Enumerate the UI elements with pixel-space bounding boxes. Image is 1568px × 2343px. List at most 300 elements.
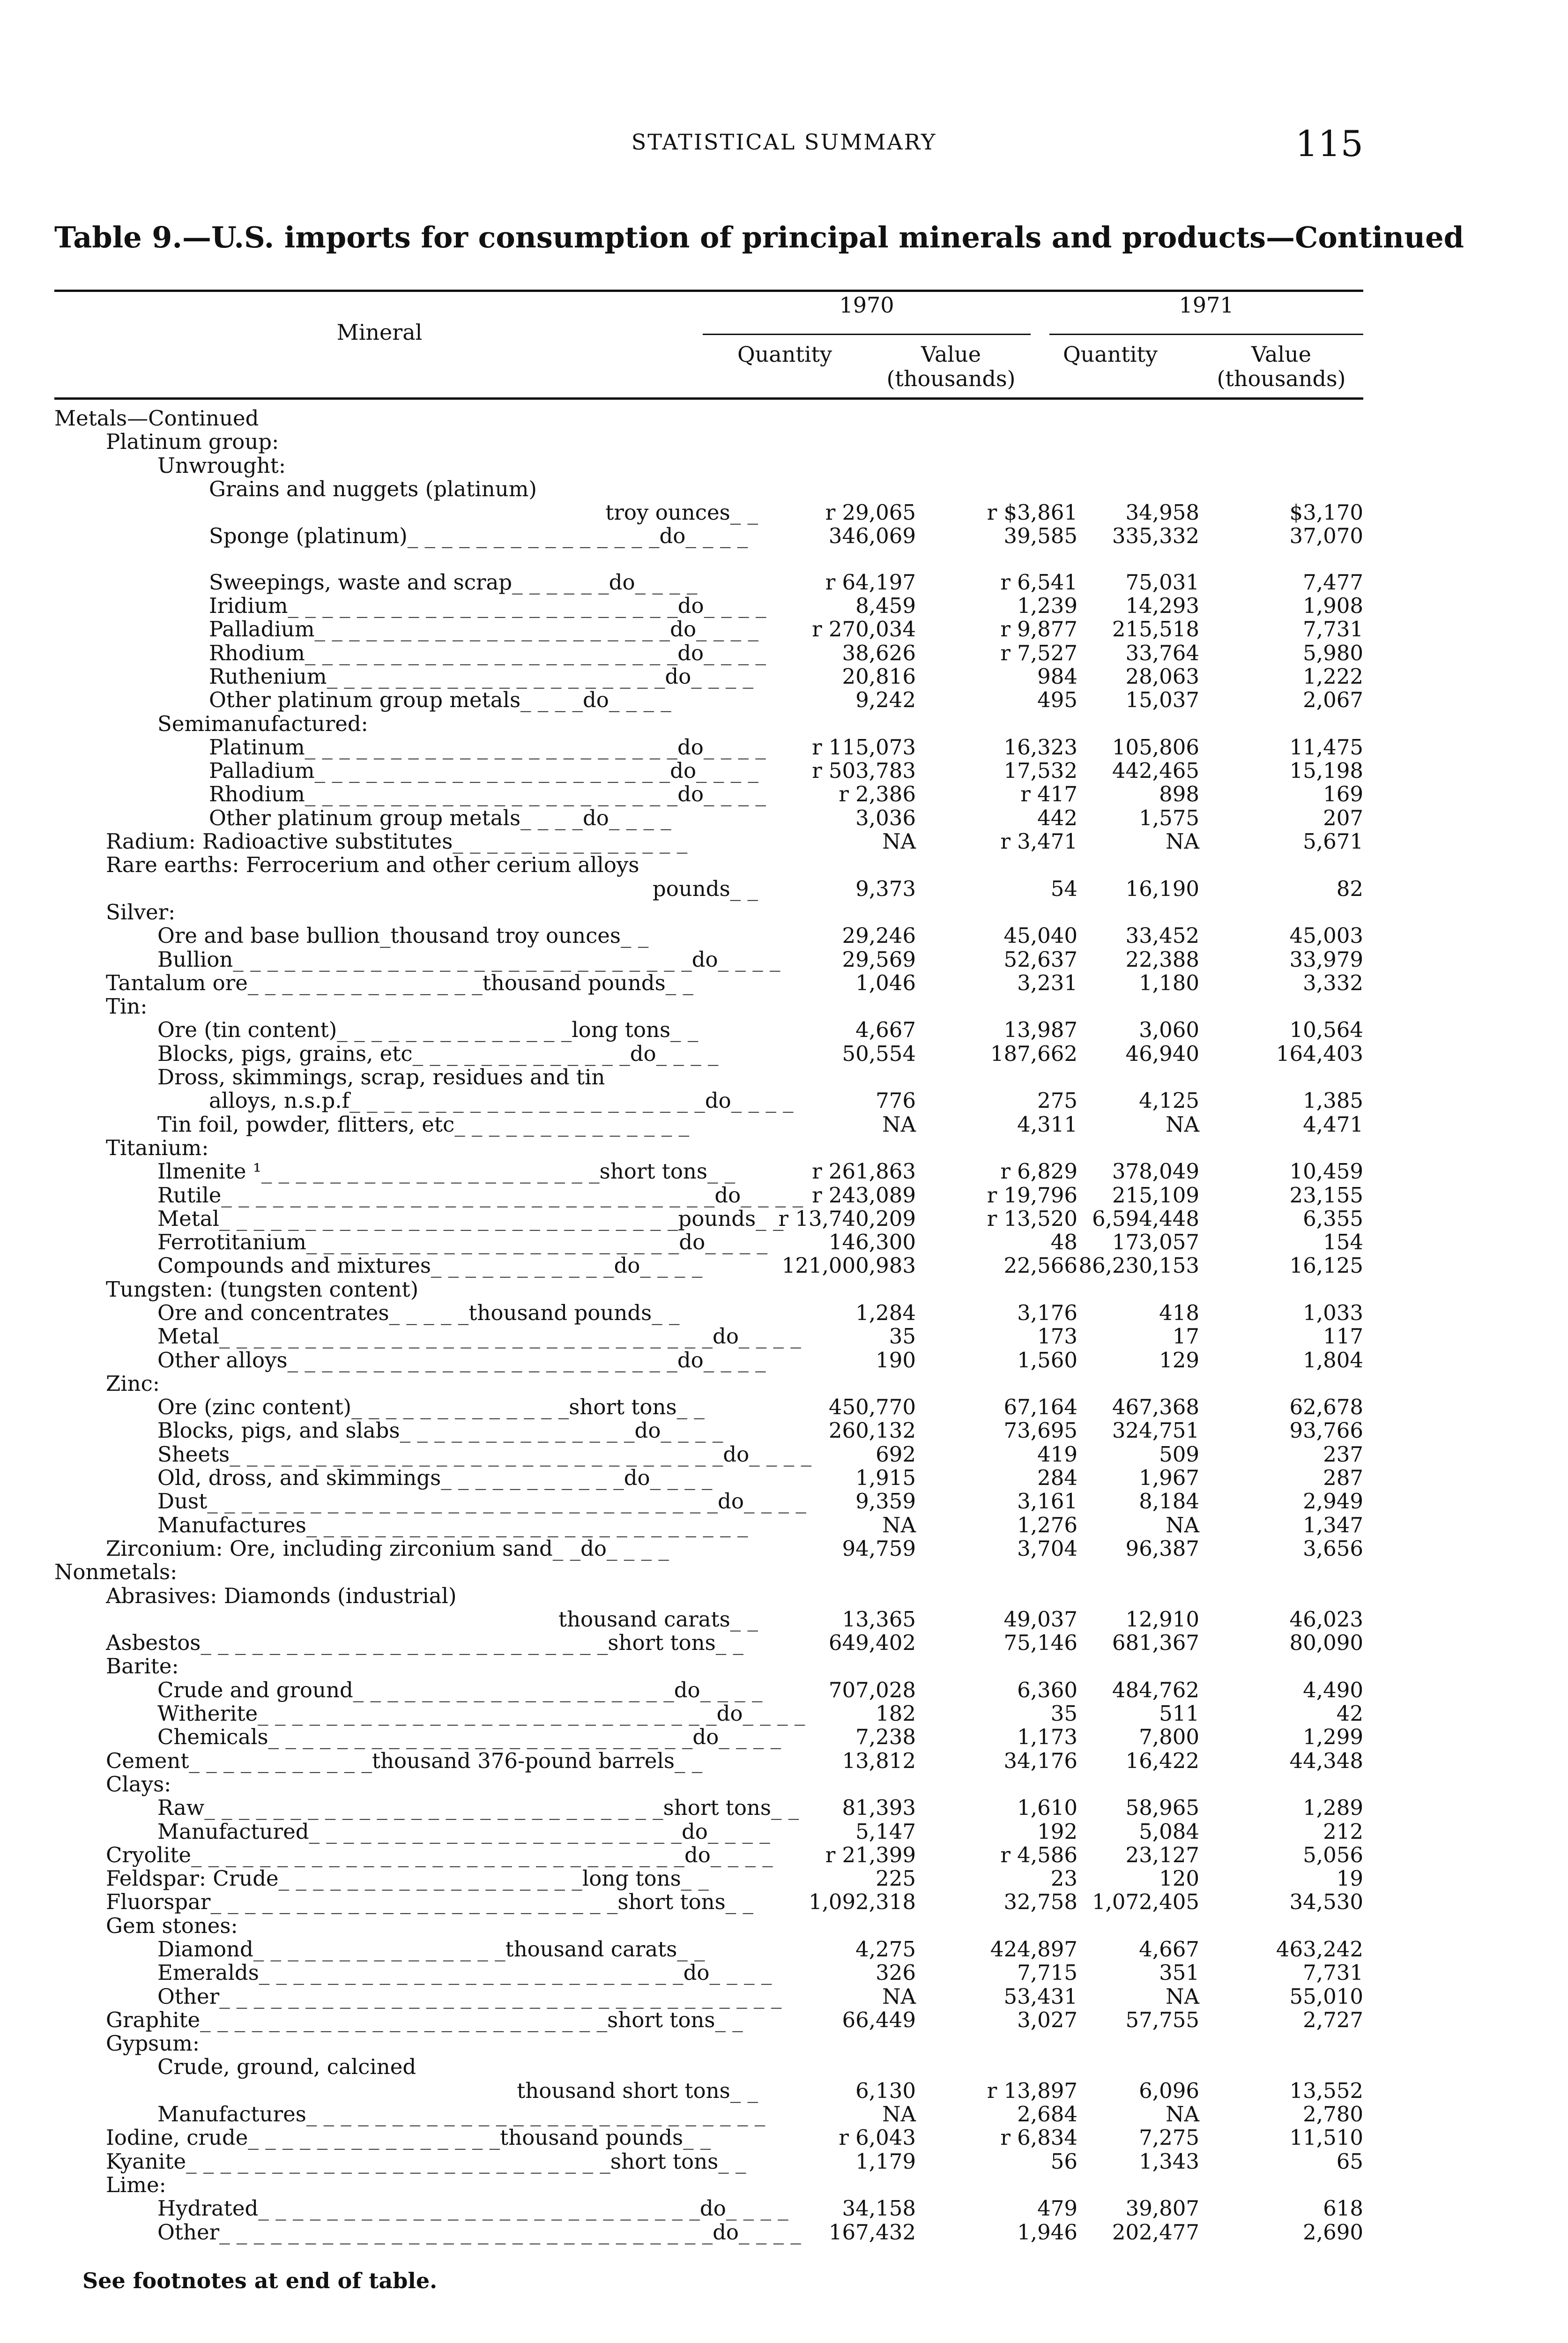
- header-year-1971: 1971: [1179, 292, 1234, 318]
- value-1970-cell: 35: [1050, 1701, 1078, 1726]
- value-1970-cell: 284: [1037, 1465, 1078, 1491]
- value-1971-cell: 207: [1323, 805, 1363, 830]
- value-1971-cell: 62,678: [1289, 1395, 1363, 1420]
- quantity-1970-cell: r 115,073: [812, 734, 916, 760]
- page-number: 115: [1295, 123, 1363, 164]
- quantity-1970-cell: 9,242: [855, 687, 916, 713]
- value-1971-cell: 1,289: [1303, 1795, 1363, 1821]
- quantity-1970-cell: 225: [876, 1866, 916, 1891]
- value-1971-cell: 169: [1323, 782, 1363, 807]
- value-1970-cell: r 417: [1020, 782, 1078, 807]
- quantity-1970-cell: 4,275: [855, 1937, 916, 1962]
- value-1970-cell: 275: [1037, 1088, 1078, 1113]
- header-bottom-rule: [54, 397, 1363, 400]
- value-1970-cell: 4,311: [1017, 1112, 1078, 1137]
- table-row: [54, 407, 1363, 430]
- value-1971-cell: 212: [1323, 1819, 1363, 1844]
- quantity-1970-cell: 6,130: [855, 2078, 916, 2103]
- table-row: [54, 1914, 1363, 1938]
- quantity-1971-cell: NA: [1166, 1512, 1199, 1537]
- value-1970-cell: r 19,796: [987, 1182, 1078, 1208]
- value-1970-cell: 52,637: [1003, 947, 1078, 972]
- value-1971-cell: 1,385: [1303, 1088, 1363, 1113]
- quantity-1971-cell: 22,388: [1125, 947, 1199, 972]
- header-quantity-label: Quantity: [737, 342, 832, 367]
- quantity-1971-cell: 5,084: [1139, 1819, 1199, 1844]
- value-1970-cell: 2,684: [1017, 2102, 1078, 2127]
- table-row: [54, 1584, 1363, 1608]
- header-value-unit: (thousands): [886, 366, 1016, 391]
- value-1971-cell: 2,067: [1303, 687, 1363, 713]
- value-1971-cell: 1,804: [1303, 1347, 1363, 1373]
- quantity-1971-cell: 1,180: [1139, 970, 1199, 995]
- table-row: [54, 524, 1363, 548]
- header-quantity-1971: [1031, 342, 1190, 366]
- row-label: Other_ _ _ _ _ _ _ _ _ _ _ _ _ _ _ _ _ _ _ _ _ _ _ _ _ _ _ _ _do_ _ _ _: [157, 2219, 801, 2245]
- row-unit: pounds_ _: [652, 876, 758, 901]
- row-label: Silver:: [106, 899, 176, 925]
- quantity-1970-cell: r 261,863: [812, 1159, 916, 1184]
- table-row: [54, 1231, 1363, 1254]
- table-row: [54, 1325, 1363, 1348]
- quantity-1970-cell: 692: [876, 1441, 916, 1467]
- quantity-1971-cell: 16,422: [1125, 1748, 1199, 1773]
- value-1971-cell: 7,477: [1303, 569, 1363, 595]
- table-row: [54, 1466, 1363, 1490]
- value-1970-cell: 1,610: [1017, 1795, 1078, 1821]
- value-1970-cell: 17,532: [1003, 758, 1078, 783]
- quantity-1971-cell: 3,060: [1139, 1017, 1199, 1043]
- table-row: [54, 1184, 1363, 1207]
- value-1971-cell: 65: [1336, 2149, 1363, 2174]
- row-label: Sponge (platinum)_ _ _ _ _ _ _ _ _ _ _ _ _ _ _do_ _ _ _: [209, 523, 748, 549]
- row-label: Cryolite_ _ _ _ _ _ _ _ _ _ _ _ _ _ _ _ _ _ _ _ _ _ _ _ _ _ _ _ _do_ _ _ _: [106, 1842, 773, 1867]
- row-label: Other platinum group metals_ _ _ _do_ _ _ _: [209, 805, 671, 830]
- value-1970-cell: 3,161: [1017, 1489, 1078, 1514]
- value-1971-cell: 3,656: [1303, 1536, 1363, 1561]
- quantity-1970-cell: 50,554: [842, 1041, 916, 1066]
- quantity-1971-cell: NA: [1166, 2102, 1199, 2127]
- quantity-1971-cell: 12,910: [1125, 1606, 1199, 1632]
- row-unit: thousand carats_ _: [558, 1606, 758, 1632]
- quantity-1970-cell: 167,432: [828, 2219, 916, 2245]
- value-1971-cell: 16,125: [1289, 1253, 1363, 1278]
- row-label: Crude, ground, calcined: [157, 2054, 416, 2080]
- value-1971-cell: 287: [1323, 1465, 1363, 1491]
- value-1971-cell: 19: [1336, 1866, 1363, 1891]
- quantity-1970-cell: 9,373: [855, 876, 916, 901]
- table-row: [54, 2079, 1363, 2103]
- value-1971-cell: 23,155: [1289, 1182, 1363, 1208]
- value-1970-cell: 39,585: [1003, 523, 1078, 549]
- value-1970-cell: 67,164: [1003, 1395, 1078, 1420]
- value-1970-cell: 73,695: [1003, 1418, 1078, 1443]
- quantity-1970-cell: 707,028: [828, 1677, 916, 1702]
- value-1970-cell: r 6,541: [1000, 569, 1078, 595]
- row-label: Metal_ _ _ _ _ _ _ _ _ _ _ _ _ _ _ _ _ _ _ _ _ _ _ _ _ _ _pounds_ _: [157, 1206, 784, 1231]
- row-label: Platinum_ _ _ _ _ _ _ _ _ _ _ _ _ _ _ _ _ _ _ _ _ _do_ _ _ _: [209, 734, 766, 760]
- quantity-1970-cell: 9,359: [855, 1489, 916, 1514]
- value-1971-cell: 37,070: [1289, 523, 1363, 549]
- table-row: [54, 1113, 1363, 1136]
- table-row: [54, 1749, 1363, 1773]
- row-label: Witherite_ _ _ _ _ _ _ _ _ _ _ _ _ _ _ _ _ _ _ _ _ _ _ _ _ _ _do_ _ _ _: [157, 1701, 805, 1726]
- quantity-1971-cell: 15,037: [1125, 687, 1199, 713]
- row-label: Bullion_ _ _ _ _ _ _ _ _ _ _ _ _ _ _ _ _ _ _ _ _ _ _ _ _ _ _do_ _ _ _: [157, 947, 780, 972]
- value-1971-cell: 1,299: [1303, 1724, 1363, 1750]
- value-1970-cell: 32,758: [1003, 1889, 1078, 1915]
- table-row: [54, 594, 1363, 618]
- quantity-1971-cell: 14,293: [1125, 593, 1199, 619]
- quantity-1970-cell: 29,246: [842, 923, 916, 948]
- quantity-1970-cell: 1,284: [855, 1300, 916, 1325]
- quantity-1970-cell: 260,132: [828, 1418, 916, 1443]
- value-1970-cell: r 9,877: [1000, 617, 1078, 642]
- value-1971-cell: 93,766: [1289, 1418, 1363, 1443]
- row-label: Unwrought:: [157, 453, 286, 478]
- quantity-1970-cell: NA: [882, 1512, 916, 1537]
- row-label: Rutile_ _ _ _ _ _ _ _ _ _ _ _ _ _ _ _ _ _ _ _ _ _ _ _ _ _ _ _ _do_ _ _ _: [157, 1182, 803, 1208]
- value-1970-cell: r 13,897: [987, 2078, 1078, 2103]
- quantity-1970-cell: 326: [876, 1960, 916, 1985]
- table-row: [54, 618, 1363, 641]
- table-row: [54, 1419, 1363, 1442]
- quantity-1971-cell: 7,275: [1139, 2125, 1199, 2150]
- row-label: Abrasives: Diamonds (industrial): [106, 1583, 457, 1608]
- row-label: Other_ _ _ _ _ _ _ _ _ _ _ _ _ _ _ _ _ _ _ _ _ _ _ _ _ _ _ _ _ _ _ _ _: [157, 1984, 782, 2009]
- value-1970-cell: 6,360: [1017, 1677, 1078, 1702]
- quantity-1971-cell: 202,477: [1112, 2219, 1199, 2245]
- quantity-1971-cell: 351: [1159, 1960, 1199, 1985]
- table-row: [54, 430, 1363, 454]
- quantity-1970-cell: 190: [876, 1347, 916, 1373]
- value-1971-cell: 4,471: [1303, 1112, 1363, 1137]
- value-1970-cell: 495: [1037, 687, 1078, 713]
- table-row: [54, 1867, 1363, 1890]
- row-label: Dust_ _ _ _ _ _ _ _ _ _ _ _ _ _ _ _ _ _ _ _ _ _ _ _ _ _ _ _ _ _do_ _ _ _: [157, 1489, 806, 1514]
- value-1970-cell: 1,173: [1017, 1724, 1078, 1750]
- table-row: [54, 688, 1363, 712]
- value-1971-cell: 2,727: [1303, 2007, 1363, 2032]
- quantity-1971-cell: 6,594,448: [1092, 1206, 1199, 1231]
- value-1971-cell: 1,222: [1303, 664, 1363, 689]
- row-label: Kyanite_ _ _ _ _ _ _ _ _ _ _ _ _ _ _ _ _ _ _ _ _ _ _ _ _short tons_ _: [106, 2149, 746, 2174]
- row-label: Metals—Continued: [54, 406, 259, 431]
- table-row: [54, 1278, 1363, 1301]
- quantity-1971-cell: 324,751: [1112, 1418, 1199, 1443]
- quantity-1971-cell: 7,800: [1139, 1724, 1199, 1750]
- value-1971-cell: 34,530: [1289, 1889, 1363, 1915]
- quantity-1971-cell: 129: [1159, 1347, 1199, 1373]
- value-1971-cell: 11,510: [1289, 2125, 1363, 2150]
- table-row: [54, 853, 1363, 877]
- row-label: Rare earths: Ferrocerium and other cerium alloys: [106, 852, 639, 878]
- value-1970-cell: 3,176: [1017, 1300, 1078, 1325]
- table-row: [54, 1843, 1363, 1867]
- row-label: Crude and ground_ _ _ _ _ _ _ _ _ _ _ _ _ _ _ _ _ _ _do_ _ _ _: [157, 1677, 763, 1702]
- table-row: [54, 1207, 1363, 1231]
- table-row: [54, 1679, 1363, 1702]
- quantity-1970-cell: 81,393: [842, 1795, 916, 1821]
- row-label: Zinc:: [106, 1371, 160, 1396]
- quantity-1970-cell: 7,238: [855, 1724, 916, 1750]
- table-row: [54, 1349, 1363, 1372]
- value-1970-cell: 34,176: [1003, 1748, 1078, 1773]
- row-label: Asbestos_ _ _ _ _ _ _ _ _ _ _ _ _ _ _ _ _ _ _ _ _ _ _ _short tons_ _: [106, 1630, 744, 1656]
- table-row: [54, 2008, 1363, 2032]
- table-row: [54, 924, 1363, 948]
- value-1970-cell: 3,027: [1017, 2007, 1078, 2032]
- value-1971-cell: 7,731: [1303, 1960, 1363, 1985]
- row-label: Ore and base bullion_thousand troy ounces_ _: [157, 923, 649, 948]
- row-label: Blocks, pigs, grains, etc_ _ _ _ _ _ _ _ _ _ _ _ _do_ _ _ _: [157, 1041, 719, 1066]
- value-1971-cell: 10,564: [1289, 1017, 1363, 1043]
- row-label: Clays:: [106, 1771, 171, 1797]
- table-row: [54, 1560, 1363, 1584]
- value-1971-cell: 618: [1323, 2196, 1363, 2221]
- value-1970-cell: 1,560: [1017, 1347, 1078, 1373]
- value-1970-cell: 16,323: [1003, 734, 1078, 760]
- table-body: [54, 407, 1363, 2244]
- quantity-1971-cell: 4,667: [1139, 1937, 1199, 1962]
- table-row: [54, 2055, 1363, 2079]
- value-1971-cell: 46,023: [1289, 1606, 1363, 1632]
- row-label: Sheets_ _ _ _ _ _ _ _ _ _ _ _ _ _ _ _ _ _ _ _ _ _ _ _ _ _ _ _ _do_ _ _ _: [157, 1441, 812, 1467]
- row-label: Nonmetals:: [54, 1560, 178, 1585]
- table-row: [54, 454, 1363, 478]
- value-1970-cell: 442: [1037, 805, 1078, 830]
- row-label: Fluorspar_ _ _ _ _ _ _ _ _ _ _ _ _ _ _ _ _ _ _ _ _ _ _ _short tons_ _: [106, 1889, 754, 1915]
- value-1971-cell: 4,490: [1303, 1677, 1363, 1702]
- row-label: Metal_ _ _ _ _ _ _ _ _ _ _ _ _ _ _ _ _ _ _ _ _ _ _ _ _ _ _ _ _do_ _ _ _: [157, 1324, 801, 1349]
- quantity-1971-cell: 57,755: [1125, 2007, 1199, 2032]
- row-label: Iodine, crude_ _ _ _ _ _ _ _ _ _ _ _ _ _ _thousand pounds_ _: [106, 2125, 711, 2150]
- quantity-1971-cell: NA: [1166, 829, 1199, 854]
- value-1971-cell: 2,949: [1303, 1489, 1363, 1514]
- row-label: Tin:: [106, 994, 148, 1019]
- quantity-1971-cell: 6,096: [1139, 2078, 1199, 2103]
- value-1971-cell: 5,980: [1303, 640, 1363, 665]
- table-row: [54, 1018, 1363, 1042]
- table-row: [54, 2032, 1363, 2055]
- value-1971-cell: 42: [1336, 1701, 1363, 1726]
- value-1970-cell: r $3,861: [987, 500, 1078, 525]
- table-row: [54, 1796, 1363, 1820]
- quantity-1971-cell: 8,184: [1139, 1489, 1199, 1514]
- value-1970-cell: r 13,520: [987, 1206, 1078, 1231]
- row-label: Compounds and mixtures_ _ _ _ _ _ _ _ _ _ _do_ _ _ _: [157, 1253, 703, 1278]
- table-row: [54, 1042, 1363, 1066]
- table-row: [54, 2221, 1363, 2244]
- table-row: [54, 2103, 1363, 2126]
- row-label: Manufactures_ _ _ _ _ _ _ _ _ _ _ _ _ _ _ _ _ _ _ _ _ _ _ _ _ _ _: [157, 2102, 765, 2127]
- quantity-1971-cell: 335,332: [1112, 523, 1199, 549]
- value-1970-cell: 984: [1037, 664, 1078, 689]
- table-row: [54, 1631, 1363, 1655]
- table-row: [54, 665, 1363, 688]
- table-row: [54, 1961, 1363, 1985]
- row-label: Cement_ _ _ _ _ _ _ _ _ _ _thousand 376-pound barrels_ _: [106, 1748, 703, 1773]
- table-row: [54, 1089, 1363, 1112]
- quantity-1971-cell: NA: [1166, 1984, 1199, 2009]
- row-unit: troy ounces_ _: [605, 500, 758, 525]
- table-row: [54, 1820, 1363, 1843]
- value-1971-cell: 2,690: [1303, 2219, 1363, 2245]
- value-1971-cell: 117: [1323, 1324, 1363, 1349]
- row-label: Other alloys_ _ _ _ _ _ _ _ _ _ _ _ _ _ _ _ _ _ _ _ _ _ _do_ _ _ _: [157, 1347, 766, 1373]
- row-label: Other platinum group metals_ _ _ _do_ _ _ _: [209, 687, 671, 713]
- header-value-1971: [1199, 342, 1363, 391]
- table-row: [54, 1254, 1363, 1277]
- row-spacer: [54, 548, 1363, 571]
- table-row: [54, 1938, 1363, 1961]
- quantity-1971-cell: 46,940: [1125, 1041, 1199, 1066]
- table-row: [54, 783, 1363, 806]
- value-1970-cell: r 4,586: [1000, 1842, 1078, 1867]
- value-1970-cell: 479: [1037, 2196, 1078, 2221]
- row-label: alloys, n.s.p.f_ _ _ _ _ _ _ _ _ _ _ _ _ _ _ _ _ _ _ _ _do_ _ _ _: [209, 1088, 794, 1113]
- table-row: [54, 901, 1363, 924]
- quantity-1970-cell: 3,036: [855, 805, 916, 830]
- quantity-1970-cell: 182: [876, 1701, 916, 1726]
- table-row: [54, 712, 1363, 736]
- row-label: Diamond_ _ _ _ _ _ _ _ _ _ _ _ _ _ _thousand carats_ _: [157, 1937, 705, 1962]
- quantity-1970-cell: r 243,089: [812, 1182, 916, 1208]
- table-row: [54, 642, 1363, 665]
- header-year-1971-rule: [1049, 334, 1363, 335]
- value-1970-cell: 187,662: [990, 1041, 1078, 1066]
- quantity-1971-cell: NA: [1166, 1112, 1199, 1137]
- quantity-1971-cell: 681,367: [1112, 1630, 1199, 1656]
- quantity-1970-cell: r 6,043: [839, 2125, 916, 2150]
- row-label: Sweepings, waste and scrap_ _ _ _ _ _do_ _ _ _: [209, 569, 698, 595]
- table-title: Table 9.—U.S. imports for consumption of principal minerals and products—Continued: [54, 220, 1464, 254]
- table-row: [54, 1725, 1363, 1749]
- table-row: [54, 1702, 1363, 1725]
- table-row: [54, 1985, 1363, 2008]
- quantity-1970-cell: 5,147: [855, 1819, 916, 1844]
- quantity-1970-cell: 13,812: [842, 1748, 916, 1773]
- quantity-1970-cell: NA: [882, 1112, 916, 1137]
- value-1970-cell: 3,704: [1017, 1536, 1078, 1561]
- quantity-1971-cell: 1,343: [1139, 2149, 1199, 2174]
- row-label: Manufactures_ _ _ _ _ _ _ _ _ _ _ _ _ _ _ _ _ _ _ _ _ _ _ _ _ _: [157, 1512, 748, 1537]
- footnote: See footnotes at end of table.: [82, 2268, 438, 2293]
- header-value-1970: [871, 342, 1031, 391]
- table-row: [54, 1395, 1363, 1419]
- quantity-1970-cell: 1,046: [855, 970, 916, 995]
- quantity-1971-cell: 467,368: [1112, 1395, 1199, 1420]
- table-row: [54, 971, 1363, 995]
- quantity-1970-cell: 146,300: [828, 1230, 916, 1255]
- row-label: Gypsum:: [106, 2031, 200, 2056]
- value-1971-cell: 164,403: [1276, 1041, 1363, 1066]
- table-row: [54, 1537, 1363, 1560]
- value-1970-cell: r 7,527: [1000, 640, 1078, 665]
- value-1970-cell: 22,566: [1003, 1253, 1078, 1278]
- quantity-1971-cell: 33,452: [1125, 923, 1199, 948]
- table-row: [54, 1490, 1363, 1513]
- table-row: [54, 830, 1363, 853]
- row-label: Feldspar: Crude_ _ _ _ _ _ _ _ _ _ _ _ _ _ _ _ _ _long tons_ _: [106, 1866, 709, 1891]
- row-label: Rhodium_ _ _ _ _ _ _ _ _ _ _ _ _ _ _ _ _ _ _ _ _ _do_ _ _ _: [209, 640, 766, 665]
- quantity-1971-cell: 215,109: [1112, 1182, 1199, 1208]
- quantity-1970-cell: r 64,197: [825, 569, 916, 595]
- quantity-1971-cell: 105,806: [1112, 734, 1199, 760]
- value-1971-cell: 2,780: [1303, 2102, 1363, 2127]
- quantity-1971-cell: 378,049: [1112, 1159, 1199, 1184]
- table-row: [54, 736, 1363, 759]
- value-1970-cell: 1,946: [1017, 2219, 1078, 2245]
- table-row: [54, 1773, 1363, 1796]
- table-row: [54, 1890, 1363, 1914]
- row-label: Radium: Radioactive substitutes_ _ _ _ _ _ _ _ _ _ _ _ _ _: [106, 829, 688, 854]
- quantity-1970-cell: r 13,740,209: [778, 1206, 916, 1231]
- quantity-1970-cell: 450,770: [828, 1395, 916, 1420]
- row-label: Platinum group:: [106, 429, 279, 455]
- quantity-1971-cell: 215,518: [1112, 617, 1199, 642]
- row-label: Palladium_ _ _ _ _ _ _ _ _ _ _ _ _ _ _ _ _ _ _ _ _do_ _ _ _: [209, 758, 758, 783]
- row-label: Graphite_ _ _ _ _ _ _ _ _ _ _ _ _ _ _ _ _ _ _ _ _ _ _ _short tons_ _: [106, 2007, 743, 2032]
- quantity-1971-cell: 58,965: [1125, 1795, 1199, 1821]
- quantity-1970-cell: 34,158: [842, 2196, 916, 2221]
- value-1971-cell: 45,003: [1289, 923, 1363, 948]
- header-value-label: Value: [921, 342, 981, 367]
- quantity-1970-cell: 66,449: [842, 2007, 916, 2032]
- quantity-1970-cell: r 270,034: [812, 617, 916, 642]
- header-year-1970: 1970: [839, 292, 894, 318]
- quantity-1971-cell: 75,031: [1125, 569, 1199, 595]
- row-label: Ore (zinc content)_ _ _ _ _ _ _ _ _ _ _ _ _short tons_ _: [157, 1395, 705, 1420]
- table-row: [54, 759, 1363, 783]
- value-1970-cell: 13,987: [1003, 1017, 1078, 1043]
- value-1971-cell: 1,347: [1303, 1512, 1363, 1537]
- quantity-1971-cell: 898: [1159, 782, 1199, 807]
- value-1970-cell: r 3,471: [1000, 829, 1078, 854]
- header-mineral: Mineral: [336, 320, 423, 345]
- row-label: Grains and nuggets (platinum): [209, 476, 537, 501]
- row-label: Lime:: [106, 2172, 166, 2197]
- table-row: [54, 2197, 1363, 2220]
- table-row: [54, 2126, 1363, 2149]
- row-label: Tin foil, powder, flitters, etc_ _ _ _ _ _ _ _ _ _ _ _ _ _: [157, 1112, 690, 1137]
- quantity-1971-cell: 17: [1172, 1324, 1199, 1349]
- quantity-1971-cell: 1,967: [1139, 1465, 1199, 1491]
- quantity-1971-cell: 509: [1159, 1441, 1199, 1467]
- row-label: Raw_ _ _ _ _ _ _ _ _ _ _ _ _ _ _ _ _ _ _ _ _ _ _ _ _ _ _short tons_ _: [157, 1795, 799, 1821]
- quantity-1970-cell: 8,459: [855, 593, 916, 619]
- value-1971-cell: 11,475: [1289, 734, 1363, 760]
- quantity-1971-cell: 28,063: [1125, 664, 1199, 689]
- table-top-rule: [54, 290, 1363, 292]
- table-row: [54, 948, 1363, 971]
- quantity-1971-cell: 1,072,405: [1092, 1889, 1199, 1915]
- quantity-1970-cell: NA: [882, 1984, 916, 2009]
- table-row: [54, 806, 1363, 830]
- row-label: Tantalum ore_ _ _ _ _ _ _ _ _ _ _ _ _ _thousand pounds_ _: [106, 970, 694, 995]
- row-label: Ore and concentrates_ _ _ _ _thousand pounds_ _: [157, 1300, 680, 1325]
- value-1971-cell: 3,332: [1303, 970, 1363, 995]
- quantity-1971-cell: 34,958: [1125, 500, 1199, 525]
- value-1970-cell: 53,431: [1003, 1984, 1078, 2009]
- row-label: Rhodium_ _ _ _ _ _ _ _ _ _ _ _ _ _ _ _ _ _ _ _ _ _do_ _ _ _: [209, 782, 766, 807]
- value-1971-cell: 1,908: [1303, 593, 1363, 619]
- quantity-1970-cell: 346,069: [828, 523, 916, 549]
- value-1970-cell: 1,276: [1017, 1512, 1078, 1537]
- value-1970-cell: r 6,834: [1000, 2125, 1078, 2150]
- quantity-1970-cell: r 21,399: [825, 1842, 916, 1867]
- row-label: Ferrotitanium_ _ _ _ _ _ _ _ _ _ _ _ _ _ _ _ _ _ _ _ _ _do_ _ _ _: [157, 1230, 768, 1255]
